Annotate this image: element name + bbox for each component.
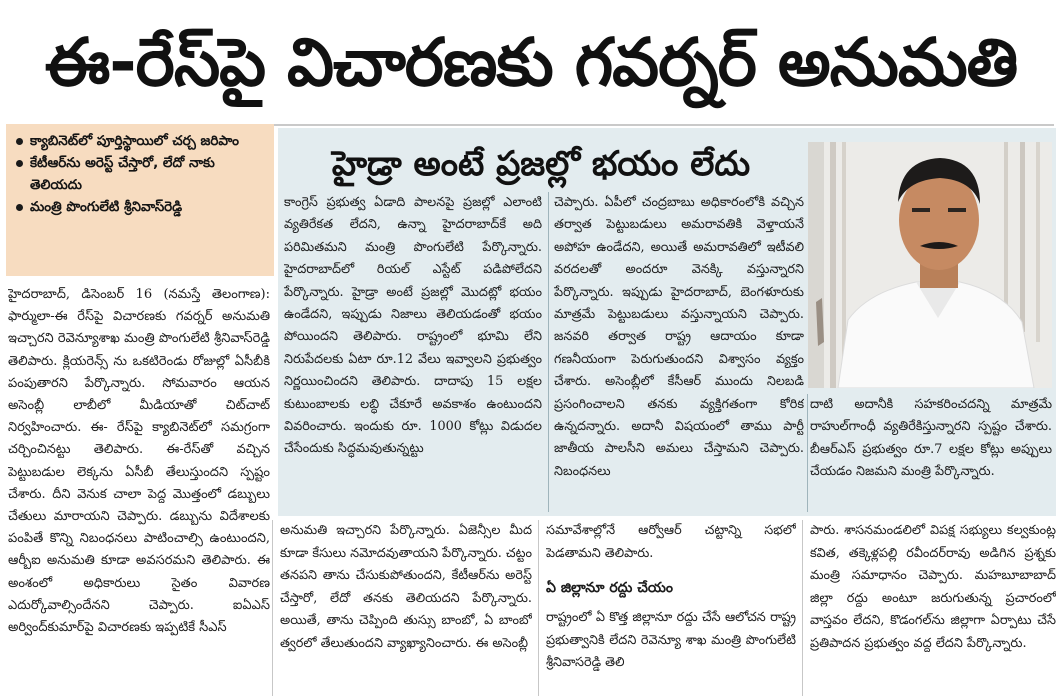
bullet-icon [16,204,23,211]
minister-photo-image [808,142,1052,388]
highlight-item [14,152,268,196]
bottom-column-2 [546,520,796,696]
highlights-box [6,124,274,276]
box-column-1-text: కాంగ్రెస్ ప్రభుత్వ ఏడాది పాలనపై ప్రజల్లో ఎలాంటి వ్యతిరేకత లేదని, ఉన్నా హైదరాబాద్‌కే అది పరిమితమని మంత్రి పొంగులేటి పేర్కొన్నారు. హైదరాబాద్‌లో రియల్ ఎస్టేట్ పడిపోలేదని పేర్కొన్నారు. హైడ్రా అంటే ప్రజల్లో మొదట్లో భయం ఉండేదని, ఇప్పుడు నిజాలు తెలియడంతో భయం పోయిందని తెలిపారు. రాష్ట్రంలో భూమి లేని నిరుపేదలకు ఏటా రూ.12 వేలు ఇవ్వాలని ప్రభుత్వం నిర్ణయించిందని తెలిపారు. దాదాపు 15 లక్షల కుటుంబాలకు లబ్ధి చేకూరే అవకాశం ఉంటుందని వివరించారు. ఇందుకు రూ. 1000 కోట్లు విడుదల చేసేందుకు సిద్ధమవుతున్నట్టు [284,195,542,457]
box-column-divider [807,394,808,512]
box-title: హైడ్రా అంటే ప్రజల్లో భయం లేదు [331,144,751,184]
bottom-column-3-text: పారు. శాసనమండలిలో విపక్ష సభ్యులు కల్వకుంట్ల కవిత, తక్కెళ్లపల్లి రవీందర్‌రావు అడిగిన ప్రశ్నకు మంత్రి సమాధానం చెప్పారు. మహబూబాబాద్ జిల్లా రద్దు అంటూ జరుగుతున్న ప్రచారంలో వాస్తవం లేదని, కొడంగల్‌ను జిల్లాగా ఏర్పాటు చేసే ప్రతిపాదన ప్రభుత్వం వద్ద లేదని పేర్కొన్నారు. [810,523,1056,651]
bottom-subheading: ఏ జిల్లానూ రద్దు చేయం [546,580,673,597]
bottom-column-2-top: సమావేశాల్లోనే ఆర్వోఆర్ చట్టాన్ని సభలో పెడతామని తెలిపారు. [546,523,796,561]
box-column-1 [284,192,542,512]
left-column-text: హైదరాబాద్, డిసెంబర్ 16 (నమస్తే తెలంగాణ): ఫార్ములా-ఈ రేస్‌పై విచారణకు గవర్నర్ అనుమతి ఇచ్చారని రెవెన్యూశాఖ మంత్రి పొంగులేటి శ్రీనివాస్‌రెడ్డి తెలిపారు. క్లియరెన్స్ ను ఒకటిరెండు రోజుల్లో ఏసీబీకి పంపుతారని పేర్కొన్నారు. సోమవారం ఆయన అసెంబ్లీ లాబీలో మీడియాతో చిట్‌చాట్ నిర్వహించారు. ఈ- రేస్‌పై క్యాబినెట్‌లో సమగ్రంగా చర్చించినట్టు తెలిపారు. ఈ-రేస్‌తో వచ్చిన పెట్టుబడుల లెక్కను ఏసీబీ తేలుస్తుందని స్పష్టం చేశారు. దీని వెనుక చాలా పెద్ద మొత్తంలో డబ్బులు చేతులు మారాయని చెప్పారు. డబ్బును విదేశాలకు పంపితే కొన్ని నిబంధనలు పాటించాల్సి ఉంటుందని, ఆర్బీఐ అనుమతి కూడా అవసరమని తెలిపారు. ఈ అంశంలో అధికారులు సైతం వివారణ ఎదుర్కోవాల్సిందేనని చెప్పారు. ఐఏఎస్ అర్వింద్‌కుమార్‌పై విచారణకు ఇప్పటికే సీఎస్ [8,287,270,636]
bottom-column-1 [280,520,532,696]
highlight-item [14,130,268,152]
column-divider [538,520,539,696]
highlight-text: మంత్రి పొంగులేటి శ్రీనివాస్‌రెడ్డి [30,199,183,215]
bottom-column-3 [810,520,1056,696]
highlight-text: కేటీఆర్‌ను అరెస్ట్ చేస్తారో, లేదో నాకు తెలియదు [30,155,215,193]
column-divider [802,520,803,696]
box-column-3 [810,394,1052,512]
bullet-icon [16,160,23,167]
bullet-icon [16,138,23,145]
box-column-3-text: దాటి అదానీకి సహకరించదన్ని మాత్రమే రాహుల్‌గాంధీ వ్యతిరేకిస్తున్నారని స్పష్టం చేశారు. బీఆర్ఎస్ ప్రభుత్వం రూ.7 లక్షల కోట్లు అప్పులు చేయడం నిజమని మంత్రి పేర్కొన్నారు. [810,397,1052,480]
column-divider [272,520,273,696]
bottom-column-1-text: అనుమతి ఇచ్చారని పేర్కొన్నారు. ఏజెన్సీల మీద కూడా కేసులు నమోదవుతాయని పేర్కొన్నారు. చట్టం తనపని తాను చేసుకుపోతుందని, కేటీఆర్‌ను అరెస్ట్ చేస్తారో, లేదో తనకు తెలియదని పేర్కొన్నారు. అయితే, తాను చెప్పింది తుస్సు బాంబో, ఏ బాంబో త్వరలో తేలుతుందని వ్యాఖ్యానించారు. ఈ అసెంబ్లీ [280,523,532,651]
highlight-text: క్యాబినెట్‌లో పూర్తిస్థాయిలో చర్చ జరిపాం [30,133,239,149]
box-column-divider [548,192,549,512]
left-column [8,284,270,694]
headline: ఈ-రేస్‌పై విచారణకు గవర్నర్ అనుమతి [44,24,1018,101]
box-column-2 [554,192,804,512]
highlight-item [14,196,268,218]
box-column-2-text: చెప్పారు. ఏపీలో చంద్రబాబు అధికారంలోకి వచ్చిన తర్వాత పెట్టుబడులు అమరావతికి వెళ్తాయనే అపోహ ఉండేదని, అయితే అమరావతిలో ఇటీవలి వరదలతో అందరూ వెనక్కి వస్తున్నారని పేర్కొన్నారు. ఇప్పుడు హైదరాబాద్, బెంగళూరుకు మాత్రమే పెట్టుబడులు వస్తున్నాయని చెప్పారు. జనవరి తర్వాత రాష్ట్ర ఆదాయం కూడా గణనీయంగా పెరుగుతుందని విశ్వాసం వ్యక్తం చేశారు. అసెంబ్లీలో కేసీఆర్ ముందు నిలబడి ప్రసంగించాలని తనకు వ్యక్తిగతంగా కోరిక ఉన్నదన్నారు. అదానీ విషయంలో తాము పార్టీ జాతీయ పాలసీని అమలు చేస్తామని చెప్పారు. నిబంధనలు [554,195,804,479]
minister-photo [808,142,1052,388]
bottom-column-2-rest: రాష్ట్రంలో ఏ కొత్త జిల్లానూ రద్దు చేసే ఆలోచన రాష్ట్ర ప్రభుత్వానికి లేదని రెవెన్యూ శాఖ మంత్రి పొంగులేటి శ్రీనివాసరెడ్డి తెలి [546,610,796,671]
